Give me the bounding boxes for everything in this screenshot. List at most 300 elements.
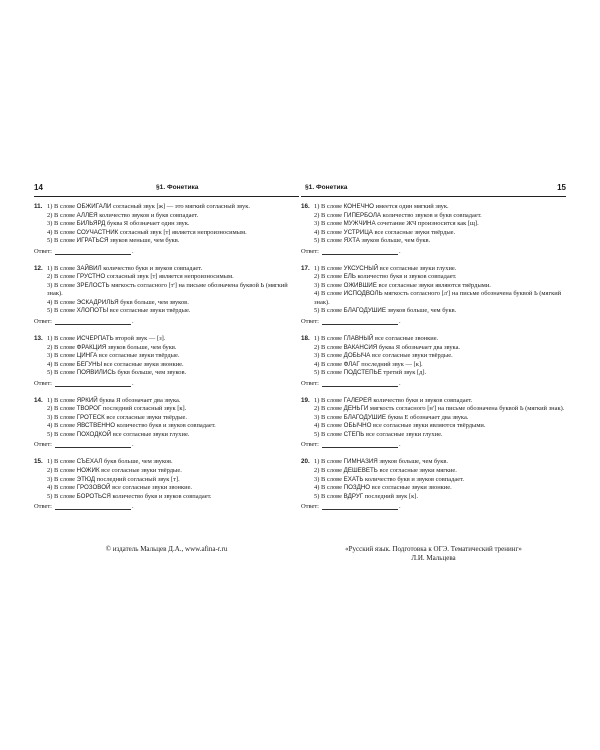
exercise-number — [34, 344, 47, 353]
option-text — [47, 282, 299, 299]
option-text — [314, 335, 566, 344]
exercise-option — [301, 493, 566, 502]
exercise-option — [34, 220, 299, 229]
option-text — [47, 273, 299, 282]
exercise-option — [301, 431, 566, 440]
book-title-footer — [301, 545, 566, 563]
exercise — [301, 397, 566, 450]
option-keyword: ГИМНАЗИЯ — [343, 458, 378, 466]
option-keyword: ЕЛЬ — [343, 273, 356, 281]
option-keyword: БЕГУНЫ — [76, 360, 103, 368]
answer-period: . — [131, 318, 134, 326]
option-text — [47, 265, 299, 274]
option-statement: все согласные звуки глухие. — [378, 264, 457, 272]
option-statement: последний согласный звук [т]. — [95, 475, 180, 483]
exercise-number — [34, 484, 47, 493]
book-author: Л.И. Мальцева — [411, 554, 456, 562]
exercise-option — [301, 369, 566, 378]
exercise-option — [301, 273, 566, 282]
option-prefix: 2) В слове — [47, 405, 77, 413]
option-statement: второй звук — [з]. — [113, 335, 166, 343]
option-keyword: МУЖЧИНА — [343, 220, 376, 228]
option-statement: все согласные звуки твёрдые. — [372, 228, 456, 236]
option-text — [314, 422, 566, 431]
exercise-option — [34, 344, 299, 353]
answer-period: . — [398, 503, 401, 511]
exercise-number — [301, 290, 314, 307]
option-text — [47, 405, 299, 414]
option-prefix: 3) В слове — [47, 413, 77, 421]
option-keyword: СЪЕХАЛ — [76, 458, 103, 466]
option-prefix: 3) В слове — [314, 281, 344, 289]
option-statement: все согласные звуки звонкие. — [110, 484, 193, 492]
answer-field[interactable] — [322, 502, 398, 510]
option-keyword: ГРУСТНО — [76, 273, 106, 281]
option-prefix: 3) В слове — [314, 352, 344, 360]
answer-label: Ответ: — [301, 379, 319, 387]
option-statement: букв больше, чем звуков. — [115, 369, 187, 377]
option-statement: звуков больше, чем букв. — [377, 458, 449, 466]
option-keyword: КОНЕЧНО — [343, 203, 374, 210]
exercise-number — [34, 299, 47, 308]
option-prefix: 4) В слове — [314, 290, 344, 298]
exercise-option — [34, 299, 299, 308]
option-prefix: 5) В слове — [47, 237, 77, 245]
option-prefix: 4) В слове — [47, 422, 77, 430]
exercise — [34, 335, 299, 388]
page-number: 14 — [34, 183, 43, 192]
exercise-number — [34, 307, 47, 316]
option-text — [314, 484, 566, 493]
exercise-number — [301, 220, 314, 229]
answer-row — [34, 247, 299, 256]
option-keyword: ФРАКЦИЯ — [76, 343, 107, 351]
exercise-option — [301, 212, 566, 221]
exercise — [34, 458, 299, 511]
exercise-number — [301, 344, 314, 353]
exercise-number — [301, 467, 314, 476]
exercise-number: 12. — [34, 264, 43, 272]
option-text — [314, 476, 566, 485]
option-keyword: ФЛАГ — [343, 360, 360, 368]
exercise-number — [34, 361, 47, 370]
option-text — [314, 273, 566, 282]
option-text — [47, 307, 299, 316]
exercise-option — [301, 405, 566, 414]
exercise — [34, 397, 299, 450]
option-statement: сочетание ЖЧ произносится как [щ]. — [375, 220, 479, 228]
option-keyword: ВАКАНСИЯ — [343, 343, 378, 351]
option-prefix: 2) В слове — [314, 211, 344, 219]
option-statement: согласный звук [т] является непроизносимым. — [118, 228, 247, 236]
option-text — [314, 229, 566, 238]
option-keyword: ТВОРОГ — [76, 405, 102, 413]
option-keyword: ДОБЫЧА — [343, 352, 371, 360]
answer-row — [301, 379, 566, 388]
option-keyword: АЛЛЕЯ — [76, 211, 98, 219]
option-text — [314, 220, 566, 229]
exercise-option — [34, 212, 299, 221]
option-text — [314, 352, 566, 361]
option-statement: согласный звук [ж] — это мягкий согласный звук. — [111, 203, 250, 210]
exercise-option — [34, 476, 299, 485]
option-statement: все согласные звуки твёрдые. — [99, 467, 182, 475]
exercise-option — [34, 282, 299, 299]
exercise — [34, 203, 299, 256]
option-statement: все согласные звуки являются твёрдыми. — [371, 422, 486, 430]
answer-field[interactable] — [55, 247, 131, 255]
option-keyword: ЯХТА — [343, 237, 360, 245]
option-statement: количество букв и звуков совпадает. — [355, 273, 457, 281]
option-statement: количество букв и звуков совпадает. — [371, 396, 473, 404]
option-prefix: 2) В слове — [314, 405, 344, 413]
exercise-number: 20. — [301, 458, 310, 466]
option-prefix: 3) В слове — [47, 220, 77, 228]
answer-row — [34, 379, 299, 388]
option-statement: звуков меньше, чем букв. — [108, 237, 180, 245]
option-prefix: 2) В слове — [314, 343, 344, 351]
exercise-option — [34, 229, 299, 238]
option-statement: последний звук [к]. — [363, 492, 418, 500]
option-text — [47, 229, 299, 238]
answer-field[interactable] — [55, 440, 131, 448]
exercise-option — [301, 335, 566, 344]
option-keyword: ЕХАТЬ — [343, 475, 364, 483]
option-prefix: 3) В слове — [314, 220, 344, 228]
exercise — [301, 458, 566, 511]
exercise-number — [34, 431, 47, 440]
exercise-option — [301, 458, 566, 467]
exercise — [301, 203, 566, 256]
option-keyword: ГИПЕРБОЛА — [343, 211, 382, 219]
option-keyword: ИСЧЕРПАТЬ — [76, 335, 114, 343]
exercise-number — [301, 369, 314, 378]
option-text — [314, 405, 566, 414]
option-prefix: 4) В слове — [47, 228, 77, 236]
option-text — [47, 458, 299, 467]
option-text — [314, 237, 566, 246]
option-prefix: 5) В слове — [47, 369, 77, 377]
exercise-option — [301, 467, 566, 476]
option-statement: звуков больше, чем букв. — [386, 307, 457, 315]
option-keyword: ВДРУГ — [343, 492, 364, 500]
option-prefix: 3) В слове — [314, 475, 344, 483]
option-prefix: 2) В слове — [47, 467, 77, 475]
option-prefix: 4) В слове — [314, 484, 344, 492]
exercise-number — [34, 493, 47, 502]
option-statement: все согласные звуки твёрдые. — [370, 352, 453, 360]
option-keyword: ЭСКАДРИЛЬЯ — [76, 298, 119, 306]
option-statement: звуков больше, чем букв. — [106, 343, 177, 351]
option-prefix: 5) В слове — [314, 307, 344, 315]
option-text — [47, 203, 299, 212]
option-keyword: ГЛАВНЫЙ — [343, 335, 374, 343]
exercise-number — [34, 282, 47, 299]
option-text — [47, 369, 299, 378]
exercise — [301, 335, 566, 388]
option-text — [47, 352, 299, 361]
option-statement: все согласные звуки твёрдые. — [104, 413, 188, 421]
answer-row — [34, 440, 299, 449]
answer-field[interactable] — [55, 317, 131, 325]
exercise-number — [34, 273, 47, 282]
exercise — [34, 265, 299, 326]
exercise-number — [301, 422, 314, 431]
page-number: 15 — [557, 183, 566, 192]
option-keyword: УСТРИЦА — [343, 228, 373, 236]
option-text — [47, 335, 299, 344]
answer-row — [301, 317, 566, 326]
exercise-option — [301, 361, 566, 370]
option-statement: количество букв и звуков совпадает. — [363, 475, 465, 483]
exercise-number: 16. — [301, 203, 310, 210]
exercise-option — [301, 344, 566, 353]
option-prefix: 1) В слове — [314, 335, 344, 343]
answer-period: . — [131, 441, 134, 449]
right-page — [301, 182, 566, 520]
option-text — [47, 414, 299, 423]
exercise-number: 11. — [34, 203, 43, 210]
exercise-option — [34, 493, 299, 502]
exercise-option — [34, 307, 299, 316]
option-statement: количество звуков и букв совпадает. — [381, 211, 482, 219]
option-keyword: ЦИНГА — [76, 352, 98, 360]
exercise-option — [301, 203, 566, 212]
option-text — [47, 431, 299, 440]
exercise-number — [34, 467, 47, 476]
option-prefix: 4) В слове — [47, 360, 77, 368]
exercise-number — [34, 229, 47, 238]
exercise-number — [301, 361, 314, 370]
answer-period: . — [398, 318, 401, 326]
exercise-option — [34, 352, 299, 361]
option-keyword: ЯРКИЙ — [76, 396, 98, 404]
option-keyword: ПОДСТЕПЬЕ — [343, 369, 382, 377]
option-statement: буква Е обозначает два звука. — [386, 413, 469, 421]
option-keyword: ЗАЙВИЛ — [76, 264, 102, 272]
option-statement: все согласные звуки твёрдые. — [108, 307, 191, 315]
option-prefix: 5) В слове — [314, 492, 344, 500]
option-prefix: 5) В слове — [47, 307, 77, 315]
exercise-option — [301, 307, 566, 316]
option-prefix: 5) В слове — [314, 237, 344, 245]
book-title: «Русский язык. Подготовка к ОГЭ. Тематический тренинг» — [345, 545, 522, 553]
option-statement: третий звук [д]. — [381, 369, 427, 377]
option-text — [47, 237, 299, 246]
option-statement: количество букв и звуков совпадает. — [115, 422, 216, 430]
answer-label: Ответ: — [34, 379, 52, 387]
exercise-option — [301, 282, 566, 291]
option-keyword: ГРОТЕСК — [76, 413, 105, 421]
exercise-option — [301, 397, 566, 406]
answer-field[interactable] — [322, 379, 398, 387]
option-statement: мягкость согласного [т'] на письме обозначена буквой Ь (мягкий знак). — [47, 281, 288, 298]
exercise-list — [301, 203, 566, 511]
option-text — [47, 212, 299, 221]
option-prefix: 1) В слове — [47, 335, 77, 343]
option-prefix: 1) В слове — [47, 203, 77, 210]
exercise-option — [301, 220, 566, 229]
option-prefix: 4) В слове — [47, 298, 77, 306]
option-prefix: 1) В слове — [314, 203, 344, 210]
exercise-option — [34, 397, 299, 406]
answer-field[interactable] — [55, 502, 131, 510]
option-prefix: 2) В слове — [47, 343, 77, 351]
option-statement: все согласные звуки звонкие. — [102, 360, 184, 368]
option-text — [314, 265, 566, 274]
answer-field[interactable] — [322, 440, 398, 448]
answer-row — [301, 247, 566, 256]
option-statement: буква Я обозначает два звука. — [97, 396, 181, 404]
option-text — [314, 369, 566, 378]
publisher-footer: © издатель Мальцев Д.А., www.afina-r.ru — [105, 545, 228, 553]
option-statement: все согласные звуки твёрдые. — [97, 352, 180, 360]
answer-label: Ответ: — [301, 441, 319, 449]
exercise-option — [34, 369, 299, 378]
exercise-number — [301, 405, 314, 414]
option-statement: количество звуков и букв совпадает. — [97, 211, 199, 219]
option-keyword: СТЕПЬ — [343, 430, 365, 438]
exercise-number: 13. — [34, 335, 43, 343]
option-statement: все согласные звуки глухие. — [364, 430, 443, 438]
option-text — [314, 431, 566, 440]
answer-field[interactable] — [55, 379, 131, 387]
exercise-number — [34, 220, 47, 229]
option-prefix: 3) В слове — [314, 413, 344, 421]
exercise-option — [34, 203, 299, 212]
option-text — [314, 397, 566, 406]
option-keyword: ОЖИВШИЕ — [343, 281, 377, 289]
exercise-option — [34, 237, 299, 246]
answer-row — [34, 502, 299, 511]
option-keyword: ПОЗДНО — [343, 484, 371, 492]
option-statement: букв больше, чем звуков. — [102, 458, 173, 466]
exercise-option — [34, 265, 299, 274]
exercise-number — [301, 493, 314, 502]
option-keyword: ПОЯВИЛИСЬ — [76, 369, 116, 377]
option-statement: букв больше, чем звуков. — [118, 298, 189, 306]
exercise-option — [301, 352, 566, 361]
option-text — [47, 299, 299, 308]
option-prefix: 4) В слове — [314, 422, 344, 430]
option-text — [47, 476, 299, 485]
option-prefix: 3) В слове — [47, 475, 77, 483]
page-header — [301, 182, 566, 197]
exercise-number — [34, 476, 47, 485]
exercise-number — [34, 405, 47, 414]
option-keyword: УКСУСНЫЙ — [343, 264, 379, 272]
option-keyword: ОБЖИГАЛИ — [76, 203, 112, 210]
option-prefix: 4) В слове — [314, 360, 344, 368]
option-keyword: ЭТЮД — [76, 475, 96, 483]
option-text — [314, 203, 566, 212]
option-keyword: БЛАГОДУШИЕ — [343, 413, 387, 421]
option-prefix: 5) В слове — [47, 492, 77, 500]
exercise-option — [301, 422, 566, 431]
section-title: §1. Фонетика — [156, 184, 199, 191]
option-statement: имеется один мягкий звук. — [374, 203, 449, 210]
answer-field[interactable] — [322, 317, 398, 325]
answer-label: Ответ: — [301, 503, 319, 511]
exercise-number — [301, 237, 314, 246]
exercise-number — [301, 476, 314, 485]
section-title: §1. Фонетика — [305, 184, 348, 191]
option-prefix: 5) В слове — [314, 430, 344, 438]
option-text — [314, 458, 566, 467]
exercise-number — [301, 352, 314, 361]
option-text — [314, 414, 566, 423]
answer-field[interactable] — [322, 247, 398, 255]
exercise-option — [34, 422, 299, 431]
option-prefix: 1) В слове — [314, 458, 344, 466]
option-text — [314, 307, 566, 316]
answer-period: . — [131, 503, 134, 511]
option-prefix: 1) В слове — [314, 396, 344, 404]
answer-label: Ответ: — [301, 318, 319, 326]
exercise-option — [301, 476, 566, 485]
exercise-option — [301, 414, 566, 423]
option-statement: мягкость согласного [л'] на письме обозначена буквой Ь (мягкий знак). — [314, 290, 562, 306]
exercise-option — [301, 265, 566, 274]
option-text — [314, 344, 566, 353]
option-statement: количество букв и звуков совпадает. — [101, 264, 203, 272]
exercise-option — [301, 229, 566, 238]
option-prefix: 4) В слове — [314, 228, 344, 236]
option-prefix: 1) В слове — [47, 458, 77, 466]
option-statement: все согласные звуки мягкие. — [377, 467, 457, 475]
option-statement: все согласные звуки звонкие. — [370, 484, 452, 492]
answer-label: Ответ: — [34, 441, 52, 449]
exercise-number — [301, 273, 314, 282]
option-text — [47, 397, 299, 406]
option-keyword: ДЕШЕВЕТЬ — [343, 467, 378, 475]
exercise-number: 17. — [301, 264, 310, 272]
exercise-number — [301, 282, 314, 291]
exercise-number — [301, 212, 314, 221]
option-prefix: 3) В слове — [47, 281, 77, 289]
option-statement: звуков больше, чем букв. — [359, 237, 431, 245]
exercise-option — [301, 237, 566, 246]
exercise-number — [301, 229, 314, 238]
exercise-number — [34, 414, 47, 423]
answer-period: . — [398, 247, 401, 255]
option-text — [47, 493, 299, 502]
option-prefix: 2) В слове — [47, 273, 77, 281]
option-keyword: НОЖИК — [76, 467, 100, 475]
answer-label: Ответ: — [301, 247, 319, 255]
exercise-option — [34, 431, 299, 440]
page-header — [34, 182, 299, 197]
option-prefix: 2) В слове — [47, 211, 77, 219]
option-statement: мягкость согласного [н'] на письме обозначена буквой Ь (мягкий знак). — [368, 405, 565, 413]
option-keyword: ОБЫЧНО — [343, 422, 372, 430]
option-statement: количество букв и звуков совпадает. — [110, 492, 212, 500]
exercise-option — [34, 335, 299, 344]
exercise-option — [34, 273, 299, 282]
option-text — [314, 467, 566, 476]
option-keyword: БЛАГОДУШИЕ — [343, 307, 387, 315]
option-keyword: БИЛЬЯРД — [76, 220, 106, 228]
option-statement: согласный звук [т] является непроизносимым. — [105, 273, 234, 281]
option-text — [47, 422, 299, 431]
option-keyword: ИСПОДВОЛЬ — [343, 290, 383, 298]
option-text — [47, 344, 299, 353]
option-text — [314, 212, 566, 221]
option-prefix: 2) В слове — [314, 273, 344, 281]
exercise-number — [34, 369, 47, 378]
option-text — [47, 220, 299, 229]
option-prefix: 3) В слове — [47, 352, 77, 360]
